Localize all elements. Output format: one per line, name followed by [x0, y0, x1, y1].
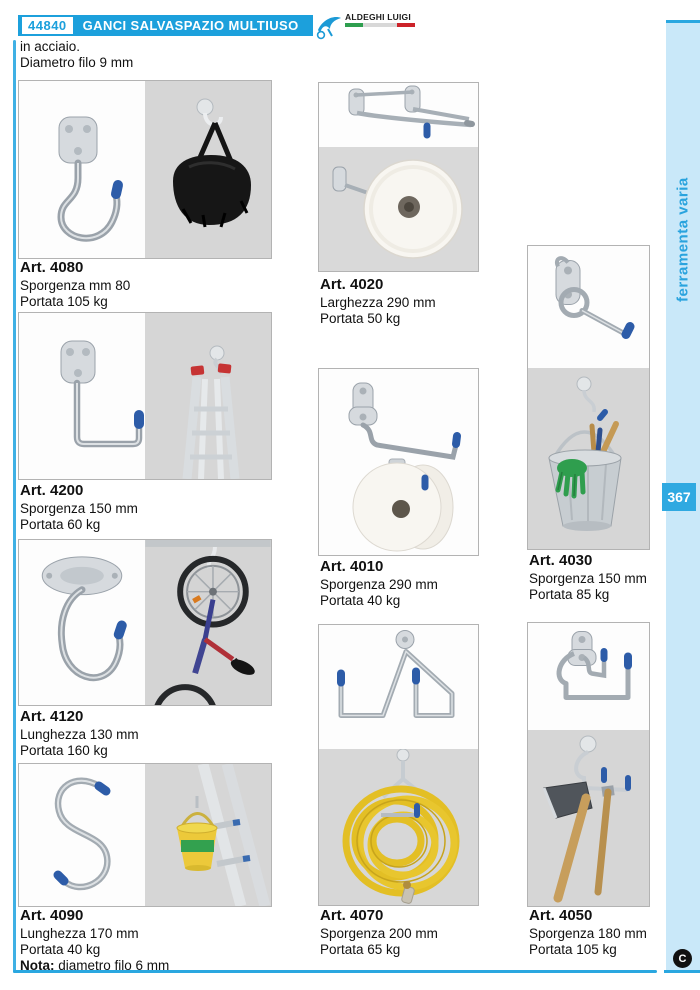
product-caption-4020	[320, 276, 436, 327]
hook-4200-drawing	[19, 313, 145, 479]
product-photo-4070	[318, 624, 479, 906]
product-spec: Sporgenza 290 mm	[320, 577, 438, 593]
product-spec: Portata 65 kg	[320, 942, 401, 958]
product-caption-4120	[20, 708, 139, 759]
bicycle-on-hook-photo	[145, 540, 271, 705]
note-label: Nota:	[20, 957, 55, 973]
brand-text-block	[345, 12, 415, 27]
product-spec: Lunghezza 170 mm	[20, 926, 139, 942]
product-art-number: Art. 4010	[320, 558, 384, 575]
product-caption-4010	[320, 558, 438, 609]
product-spec: Portata 40 kg	[20, 942, 101, 958]
brand-name: ALDEGHI LUIGI	[345, 12, 411, 22]
product-photo-4010	[318, 368, 479, 556]
product-spec: Portata 105 kg	[529, 942, 617, 958]
product-spec: Portata 60 kg	[20, 517, 101, 533]
product-caption-4200	[20, 482, 138, 533]
brand-logo	[316, 12, 436, 42]
product-caption-4080	[20, 259, 130, 310]
product-spec: Sporgenza 180 mm	[529, 926, 647, 942]
bracket-4020-drawing	[319, 83, 478, 147]
product-photo-4080	[18, 80, 272, 259]
article-group-code: 44840	[22, 17, 73, 34]
product-photo-4090	[18, 763, 272, 907]
product-note	[20, 958, 169, 974]
hook-4050-drawing	[528, 623, 649, 730]
product-spec: Sporgenza 150 mm	[529, 571, 647, 587]
product-art-number: Art. 4200	[20, 482, 84, 499]
italian-flag-stripe	[345, 23, 415, 27]
bucket-on-ladder-photo	[145, 764, 271, 906]
product-spec: Sporgenza mm 80	[20, 278, 131, 294]
product-spec: Sporgenza 200 mm	[320, 926, 438, 942]
product-caption-4050	[529, 907, 647, 958]
s-hook-4090-drawing	[19, 764, 145, 906]
product-spec: Portata 50 kg	[320, 311, 401, 327]
paper-roll-4020-photo	[319, 147, 478, 271]
product-photo-4120	[18, 539, 272, 706]
page-title: GANCI SALVASPAZIO MULTIUSO	[82, 18, 299, 33]
page-number-badge: 367	[662, 483, 696, 511]
publisher-c-icon: C	[673, 949, 692, 968]
product-spec: Lunghezza 130 mm	[20, 727, 139, 743]
product-spec: Portata 85 kg	[529, 587, 610, 603]
bag-on-hook-photo	[145, 81, 271, 258]
hose-on-hook-photo	[319, 749, 478, 905]
product-caption-4090	[20, 907, 169, 973]
bucket-on-hook-photo	[528, 368, 649, 549]
product-spec: Portata 40 kg	[320, 593, 401, 609]
sidebar-bottom-line	[664, 970, 700, 973]
product-art-number: Art. 4080	[20, 259, 84, 276]
product-art-number: Art. 4030	[529, 552, 593, 569]
material-line-1: in acciaio.	[20, 39, 81, 54]
note-text: diametro filo 6 mm	[54, 957, 170, 973]
product-art-number: Art. 4050	[529, 907, 593, 924]
product-photo-4050	[527, 622, 650, 907]
hook-4010-drawing	[319, 369, 478, 555]
product-spec: Sporgenza 150 mm	[20, 501, 138, 517]
product-art-number: Art. 4020	[320, 276, 384, 293]
frame-left-line	[13, 40, 16, 973]
product-spec: Portata 105 kg	[20, 294, 108, 310]
product-photo-4020	[318, 82, 479, 272]
hook-4080-drawing	[19, 81, 145, 258]
hook-4070-drawing	[319, 625, 478, 749]
product-spec: Larghezza 290 mm	[320, 295, 436, 311]
product-art-number: Art. 4120	[20, 708, 84, 725]
sidebar-category-label: ferramenta varia	[674, 177, 692, 303]
material-line-2: Diametro filo 9 mm	[20, 54, 134, 70]
product-caption-4070	[320, 907, 438, 958]
product-photo-4200	[18, 312, 272, 480]
product-spec: Portata 160 kg	[20, 743, 108, 759]
material-note	[20, 39, 133, 71]
brand-bird-icon	[316, 12, 342, 40]
ladder-on-hook-photo	[145, 313, 271, 479]
tools-on-hook-photo	[528, 730, 649, 906]
hook-4030-drawing	[528, 246, 649, 368]
hook-4120-drawing	[19, 540, 145, 705]
product-caption-4030	[529, 552, 647, 603]
product-art-number: Art. 4090	[20, 907, 84, 924]
product-photo-4030	[527, 245, 650, 550]
header-bar	[18, 15, 313, 36]
product-art-number: Art. 4070	[320, 907, 384, 924]
